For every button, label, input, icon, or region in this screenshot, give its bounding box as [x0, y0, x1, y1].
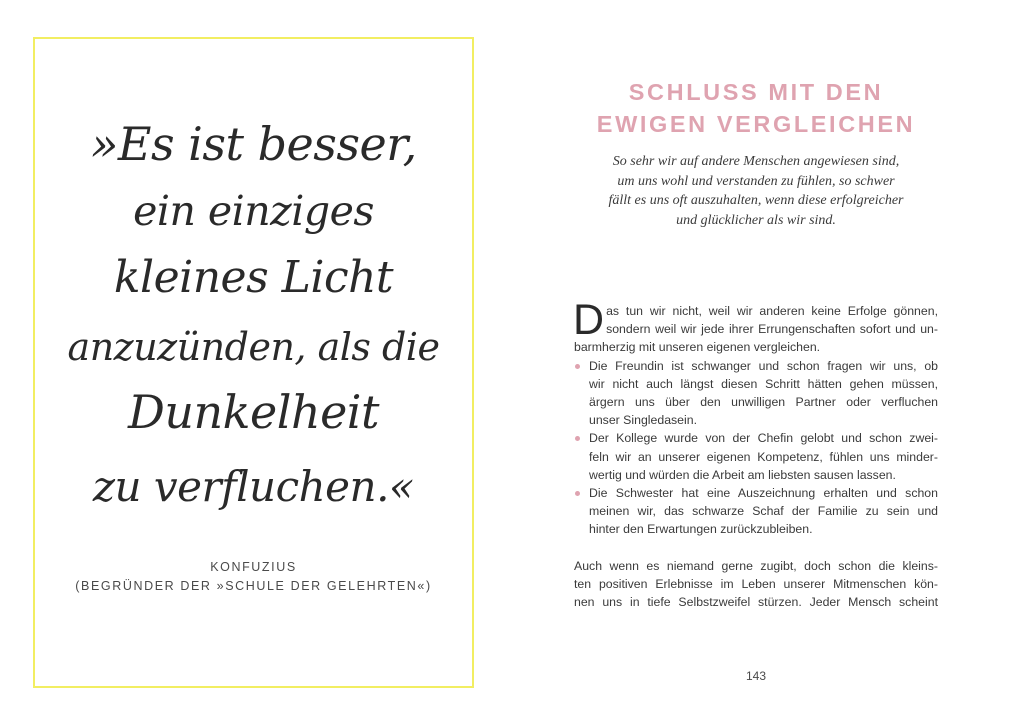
bullet-list: [574, 357, 938, 539]
quote-card: [33, 37, 474, 688]
text-line: wertig und würden die Arbeit am liebsten sausen lassen.: [589, 467, 896, 482]
chapter-title-line: EWIGEN VERGLEICHEN: [596, 111, 916, 137]
chapter-title: [560, 76, 952, 140]
text-line: wir nicht auch längst diesen Schritt hätten gehen müssen,: [589, 376, 938, 391]
quote-line: zu verfluchen.«: [92, 462, 415, 511]
chapter-title-line: SCHLUSS MIT DEN: [628, 79, 884, 105]
quote-line: kleines Licht: [113, 252, 394, 303]
author-name: KONFUZIUS: [210, 560, 297, 574]
text-line: sondern weil wir jede ihrer Errungenschaften sofort und un-: [606, 322, 938, 337]
text-line: Der Kollege wurde von der Chefin gelobt und schon zwei-: [589, 431, 938, 446]
text-line: Auch wenn es niemand gerne zugibt, doch schon die kleins-: [574, 558, 938, 573]
quote-line: »Es ist besser,: [90, 117, 417, 171]
quote-line: anzuzünden, als die: [67, 325, 440, 369]
quote-line: Dunkelheit: [128, 385, 379, 439]
text-line: as tun wir nicht, weil wir anderen keine Erfolge gönnen,: [606, 304, 938, 318]
drop-cap: D: [573, 296, 605, 344]
author-note: (BEGRÜNDER DER »SCHULE DER GELEHRTEN«): [75, 579, 432, 593]
text-line: barmherzig mit unseren eigenen vergleichen.: [574, 340, 821, 355]
body-text: [573, 296, 938, 611]
quote-attribution: [35, 558, 472, 596]
list-item: [574, 429, 938, 484]
chapter-intro: [560, 152, 952, 230]
text-line: Die Schwester hat eine Auszeichnung erhalten und schon: [589, 486, 938, 501]
intro-line: fällt es uns oft auszuhalten, wenn diese erfolgreicher: [608, 193, 904, 208]
list-item: [574, 484, 938, 539]
paragraph: [574, 557, 938, 612]
bullet-dot-icon: [575, 436, 580, 441]
text-line: meinen wir, das schwarze Schaf der Familie zu sein und: [589, 504, 938, 519]
page-number: 143: [745, 669, 767, 683]
list-item: [574, 357, 938, 430]
intro-line: um uns wohl und verstanden zu fühlen, so schwer: [617, 173, 895, 189]
bullet-dot-icon: [575, 364, 580, 369]
text-line: feln wir an unserer eigenen Kompetenz, fühlen uns minder-: [589, 449, 938, 464]
text-line: ärgern uns über den unwilligen Partner oder verfluchen: [589, 395, 938, 410]
text-line: nen uns in tiefe Selbstzweifel stürzen. Jeder Mensch scheint: [574, 595, 938, 610]
quote-line: ein einziges: [133, 187, 374, 235]
bullet-dot-icon: [575, 491, 580, 496]
text-line: unser Singledasein.: [589, 413, 698, 428]
text-line: ten positiven Erlebnisse im Leben unserer Mitmenschen kön-: [574, 576, 938, 591]
paragraph: [573, 296, 938, 357]
intro-line: So sehr wir auf andere Menschen angewiesen sind,: [612, 154, 900, 169]
intro-line: und glücklicher als wir sind.: [676, 212, 836, 228]
text-line: Die Freundin ist schwanger und schon fragen wir uns, ob: [589, 358, 938, 373]
text-line: hinter den Erwartungen zurückzubleiben.: [589, 522, 813, 537]
